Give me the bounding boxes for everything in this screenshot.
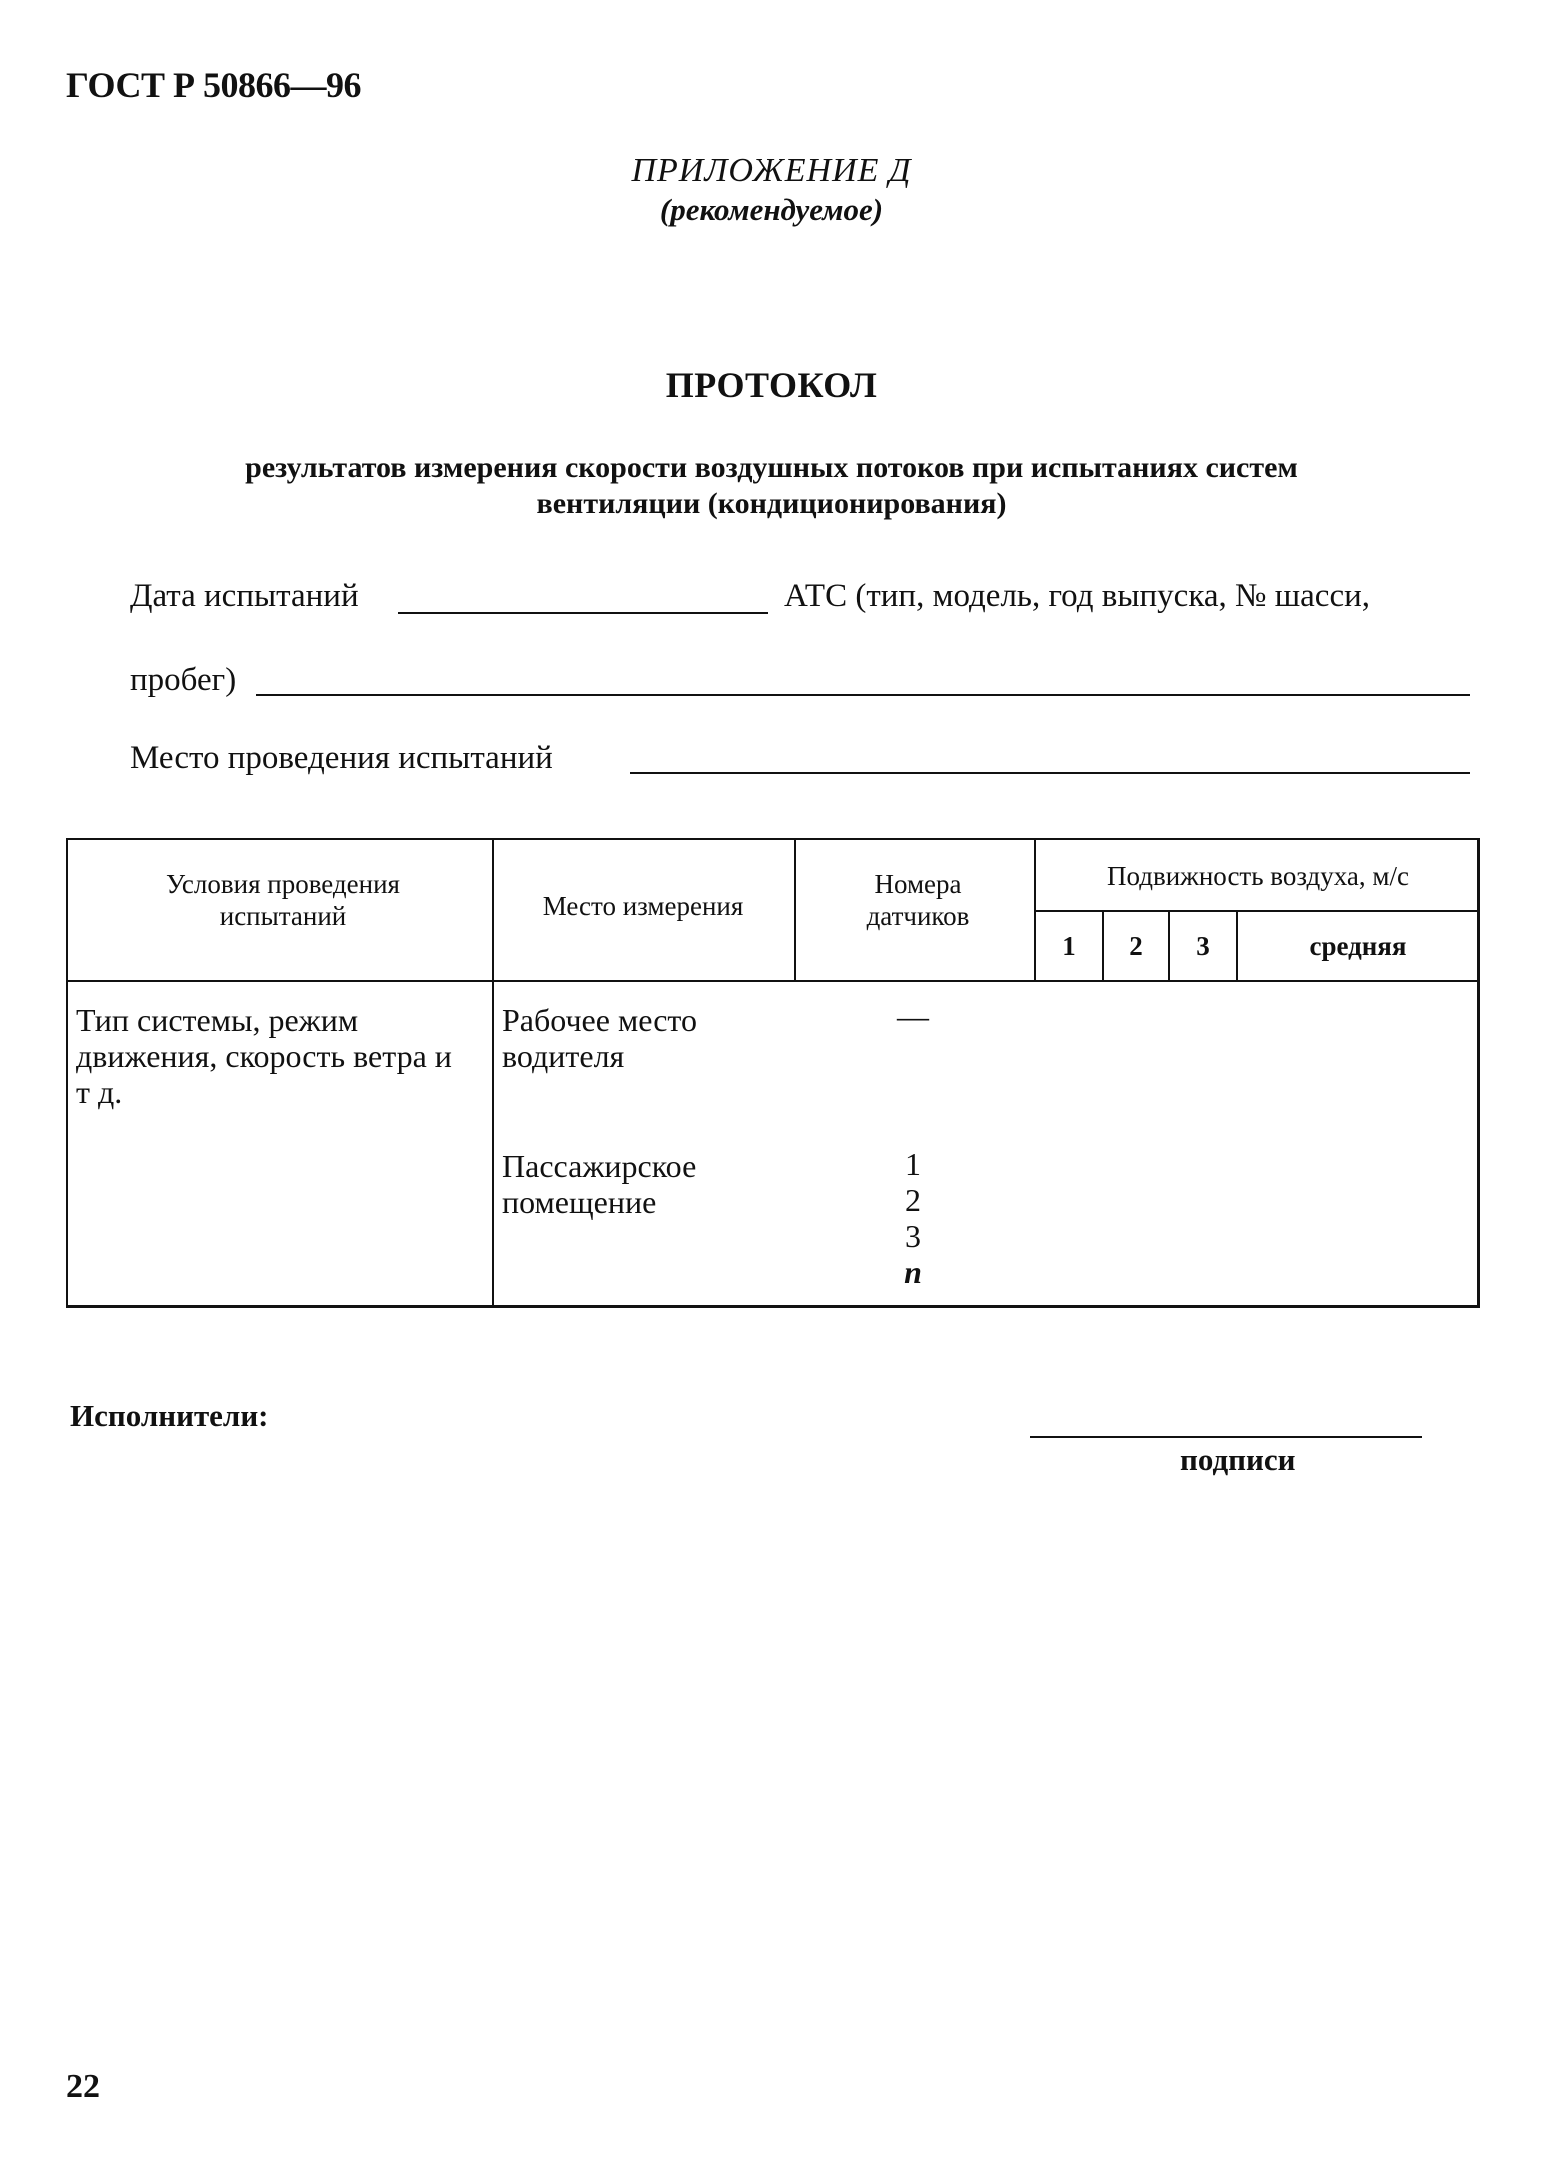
subtitle-line-1: результатов измерения скорости воздушных потоков при испытаниях систем (245, 451, 1298, 484)
test-date-label: Дата испытаний (130, 578, 359, 614)
subheader-divider (1034, 910, 1478, 912)
subtitle-line-2: вентиляции (кондиционирования) (536, 487, 1007, 520)
header-bottom-line (68, 980, 1478, 982)
header-sub-2: 2 (1129, 931, 1143, 961)
header-sub-average: средняя (1309, 931, 1407, 961)
vehicle-label: АТС (тип, модель, год выпуска, № шасси, (784, 578, 1371, 614)
header-sub-1: 1 (1062, 931, 1076, 961)
header-conditions: Условия проведения испытаний (166, 869, 400, 931)
mileage-line[interactable] (256, 694, 1470, 696)
cell-place-passenger: Пассажирское помещение (502, 1148, 697, 1220)
appendix-status: (рекомендуемое) (659, 192, 884, 227)
cell-sensors-passenger (848, 1146, 978, 1290)
sensor-number: n (904, 1254, 922, 1290)
test-date-line[interactable] (398, 612, 768, 614)
performers-label: Исполнители: (70, 1398, 269, 1433)
col-divider-1 (492, 840, 494, 1308)
sensor-number: 1 (905, 1146, 921, 1182)
cell-place-driver: Рабочее место водителя (502, 1002, 697, 1074)
document-title: ПРОТОКОЛ (665, 365, 878, 405)
signatures-label: подписи (1180, 1442, 1296, 1477)
standard-code: ГОСТ Р 50866—96 (66, 65, 361, 105)
sensor-number: 2 (905, 1182, 921, 1218)
header-sub-3: 3 (1196, 931, 1210, 961)
document-subtitle (150, 450, 1393, 522)
header-sensor-numbers: Номера датчиков (866, 869, 970, 931)
cell-conditions: Тип системы, режим движения, скорость ветра и т д. (76, 1002, 452, 1110)
header-air-mobility: Подвижность воздуха, м/с (1107, 861, 1409, 891)
cell-sensor-driver: — (897, 998, 929, 1034)
col-divider-2 (794, 840, 796, 980)
mileage-label: пробег) (130, 662, 237, 698)
test-place-line[interactable] (630, 772, 1470, 774)
page-number: 22 (66, 2068, 100, 2105)
signature-line[interactable] (1030, 1436, 1422, 1438)
measurement-table (66, 838, 1480, 1308)
header-measurement-place: Место измерения (542, 891, 744, 921)
sensor-number: 3 (905, 1218, 921, 1254)
appendix-title: ПРИЛОЖЕНИЕ Д (631, 152, 912, 189)
test-place-label: Место проведения испытаний (130, 740, 553, 776)
